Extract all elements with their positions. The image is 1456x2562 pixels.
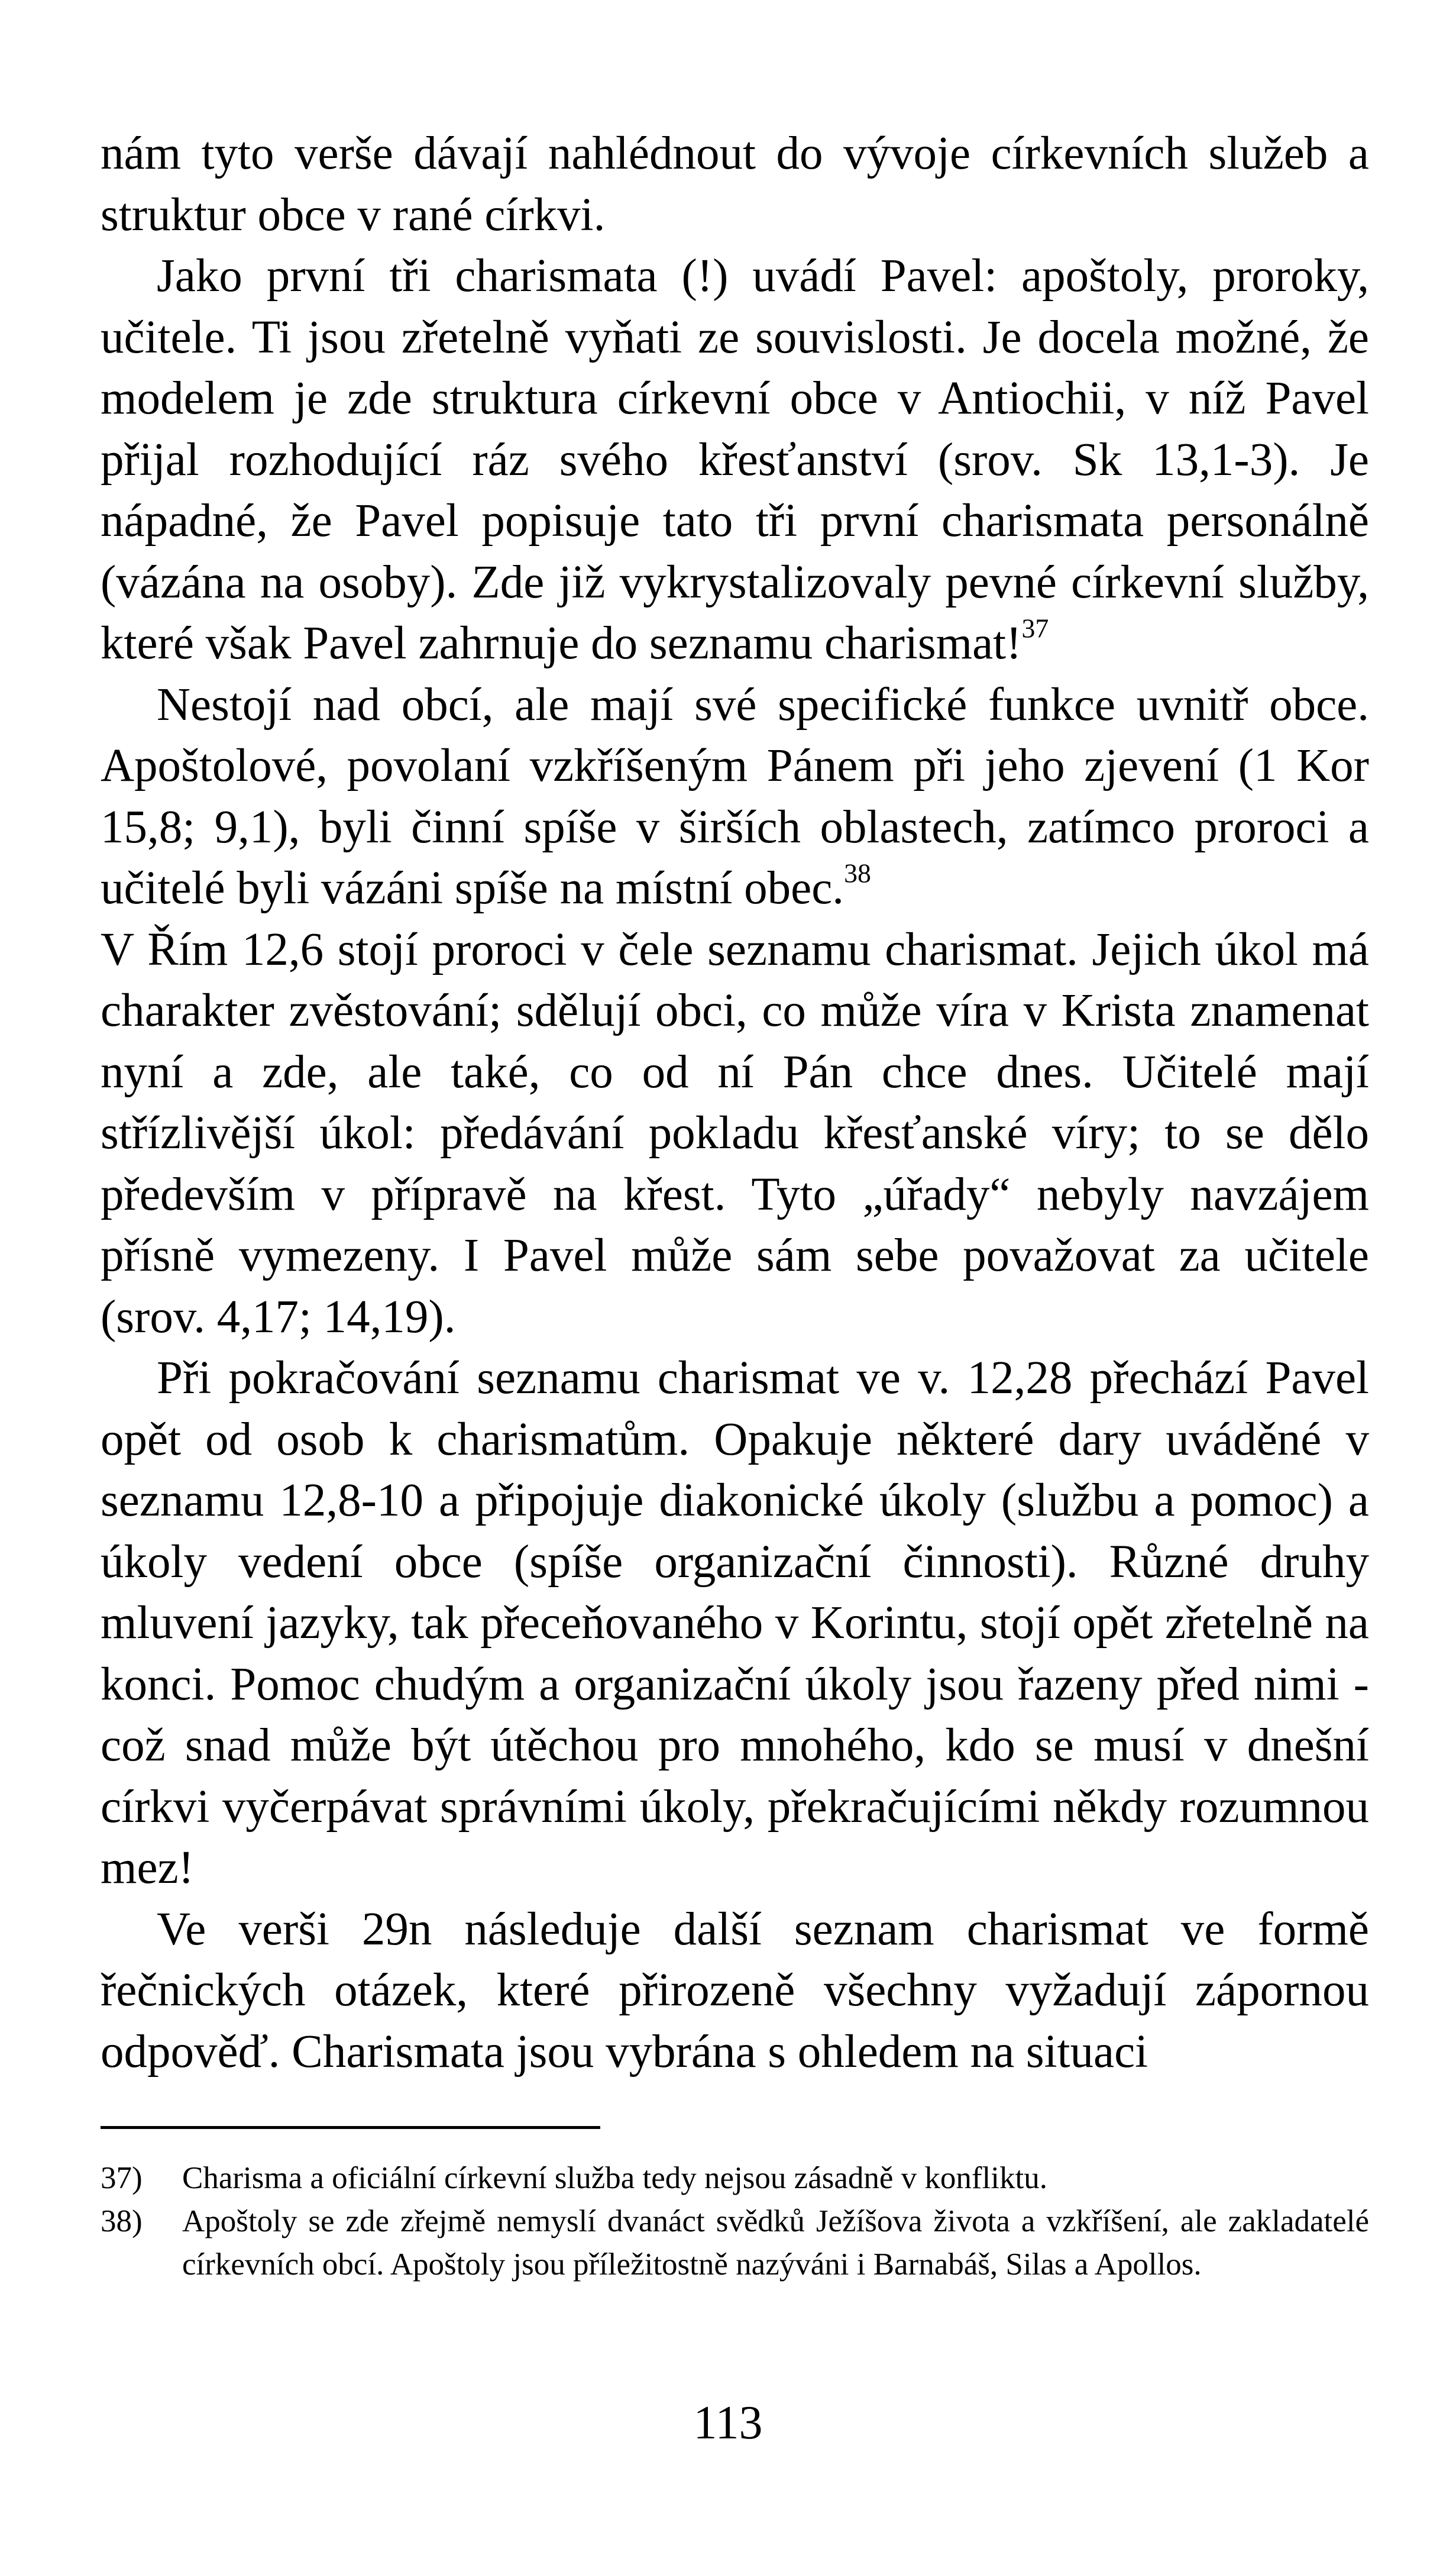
paragraph-continuing-list	[101, 1348, 1369, 1899]
footnote-number: 38)	[101, 2204, 143, 2238]
footnotes	[101, 2157, 1369, 2286]
paragraph-text: nám tyto verše dávají nahlédnout do vývoje církevních služeb a struktur obce v rané církvi.	[101, 128, 1369, 241]
paragraph-text: Při pokračování seznamu charismat ve v. 12,28 přechází Pavel opět od osob k charismatům. Opakuje některé dary uváděné v seznamu 12,8-10 a připojuje diakonické úkoly (službu a pomoc) a úkoly vedení obce (spíše organizační činnosti). Různé druhy mluvení jazyky, tak přeceňovaného v Korintu, stojí opět zřetelně na konci. Pomoc chudým a organizační úkoly jsou řazeny před nimi - což snad může být útěchou pro mnohého, kdo se musí v dnešní církvi vyčerpávat správními úkoly, překračujícími někdy rozumnou mez!	[101, 1352, 1369, 1894]
page-number: 113	[693, 2397, 763, 2449]
paragraph-text: Nestojí nad obcí, ale mají své specifické funkce uvnitř obce. Apoštolové, povolaní vzkříšeným Pánem při jeho zjevení (1 Kor 15,8; 9,1), byli činní spíše v širších oblastech, zatímco proroci a učitelé byli vázáni spíše na místní obec.	[101, 679, 1369, 914]
footnote-ref-37[interactable]: 37	[1021, 613, 1049, 644]
paragraph-local-functions	[101, 674, 1369, 919]
paragraph-verse-29	[101, 1899, 1369, 2083]
footnote-38	[101, 2200, 1369, 2286]
footnote-37	[101, 2157, 1369, 2200]
footnote-number: 37)	[101, 2161, 143, 2195]
paragraph-text: Ve verši 29n následuje další seznam charismat ve formě řečnických otázek, které přirozeně všechny vyžadují zápornou odpověď. Charismata jsou vybrána s ohledem na situaci	[101, 1903, 1369, 2078]
footnote-divider	[101, 2126, 600, 2129]
paragraph-romans-prophets	[101, 919, 1369, 1348]
main-text	[101, 123, 1369, 2082]
paragraph-continuation	[101, 123, 1369, 245]
paragraph-text: Jako první tři charismata (!) uvádí Pavel: apoštoly, proroky, učitele. Ti jsou zřetelně vyňati ze souvislosti. Je docela možné, že modelem je zde struktura církevní obce v Antiochii, v níž Pavel přijal rozhodující ráz svého křesťanství (srov. Sk 13,1-3). Je nápadné, že Pavel popisuje tato tři první charismata personálně (vázána na osoby). Zde již vykrystalizovaly pevné církevní služby, které však Pavel zahrnuje do seznamu charismat!	[101, 250, 1369, 669]
footnote-ref-38[interactable]: 38	[844, 858, 871, 889]
footnote-text: Charisma a oficiální církevní služba tedy nejsou zásadně v konfliktu.	[182, 2161, 1047, 2195]
paragraph-text: V Řím 12,6 stojí proroci v čele seznamu charismat. Jejich úkol má charakter zvěstování; sdělují obci, co může víra v Krista znamenat nyní a zde, ale také, co od ní Pán chce dnes. Učitelé mají střízlivější úkol: předávání pokladu křesťanské víry; to se dělo především v přípravě na křest. Tyto „úřady“ nebyly navzájem přísně vymezeny. I Pavel může sám sebe považovat za učitele (srov. 4,17; 14,19).	[101, 923, 1369, 1343]
footnote-text: Apoštoly se zde zřejmě nemyslí dvanáct svědků Ježíšova života a vzkříšení, ale zakladatelé církevních obcí. Apoštoly jsou příležitostně nazýváni i Barnabáš, Silas a Apollos.	[182, 2204, 1369, 2282]
paragraph-charismata-list	[101, 245, 1369, 674]
